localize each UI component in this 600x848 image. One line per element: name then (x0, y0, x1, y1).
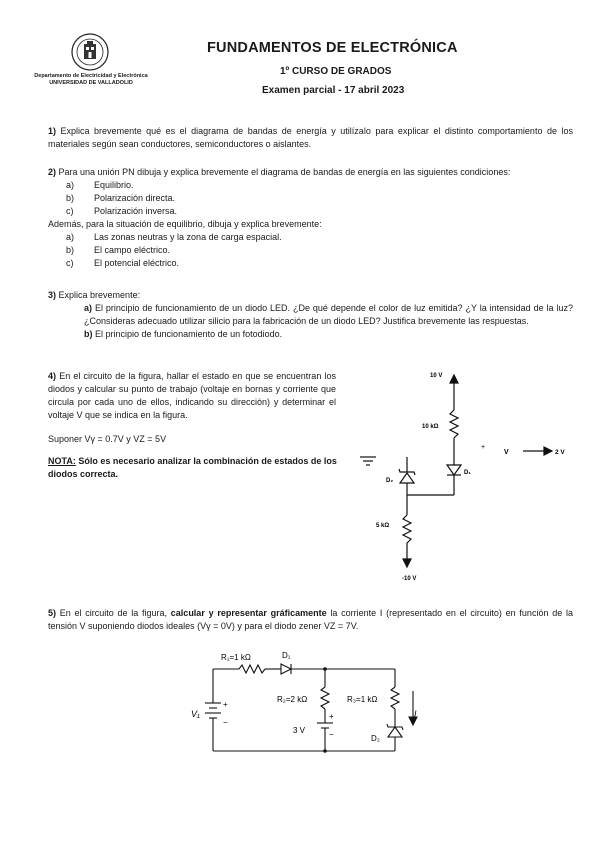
question-2-intro: Para una unión PN dibuja y explica brevemente el diagrama de bandas de energía en las siguientes condiciones: (58, 167, 511, 177)
circuit4-r-top: 10 kΩ (422, 424, 439, 430)
list-item: b) El campo eléctrico. (66, 245, 171, 255)
circuit4-d1: D₁ (464, 470, 471, 476)
question-1-text: Explica brevemente qué es el diagrama de bandas de energía y utilízalo para explicar el distinto comportamiento de los materiales según sean conductores, semiconductores o aislantes. (48, 126, 573, 149)
circuit5-r3: R₃=1 kΩ (347, 695, 378, 704)
list-item: a) Las zonas neutras y la zona de carga espacial. (66, 232, 282, 242)
circuit4-v-top: 10 V (430, 373, 443, 379)
circuit5-v1: V₁ (191, 709, 200, 719)
circuit5-minus-3v: − (329, 730, 334, 739)
question-3-intro: Explica brevemente: (58, 290, 141, 300)
question-4 (48, 370, 336, 422)
question-1 (48, 125, 573, 151)
circuit-figure-4 (350, 365, 580, 590)
question-4-number: 4) (48, 371, 57, 381)
question-2-intro2: Además, para la situación de equilibrio, dibuja y explica brevemente: (48, 219, 322, 229)
list-item: c) Polarización inversa. (66, 206, 178, 216)
question-2-number: 2) (48, 167, 57, 177)
list-item: a) Equilibrio. (66, 180, 134, 190)
exam-label: Examen parcial - 17 abril 2023 (262, 85, 405, 96)
university-label: UNIVERSIDAD DE VALLADOLID (49, 80, 133, 86)
circuit5-current: I (414, 709, 417, 719)
department-label: Departamento de Electricidad y Electrónica (34, 73, 148, 79)
circuit5-d2: D₂ (371, 734, 380, 743)
page-title: FUNDAMENTOS DE ELECTRÓNICA (207, 40, 458, 56)
question-3-part-b: b) El principio de funcionamiento de un fotodiodo. (84, 329, 283, 339)
circuit5-plus-v1: + (223, 700, 228, 709)
circuit4-v-out: 2 V (555, 449, 565, 456)
list-item: c) El potencial eléctrico. (66, 258, 180, 268)
question-3-number: 3) (48, 290, 57, 300)
question-5: 5) En el circuito de la figura, calcular y representar gráficamente la corriente I (representado en el circuito) en función de la tensión V suponiendo diodos ideales (Vγ = 0V) y para el diodo zener VZ = 7V. (48, 608, 573, 631)
university-seal-icon (64, 32, 116, 72)
question-2 (48, 166, 573, 270)
circuit4-v-bot: -10 V (402, 576, 417, 582)
junction-dot (323, 749, 327, 753)
question-3 (48, 289, 573, 341)
circuit5-v3: 3 V (293, 726, 306, 735)
circuit5-plus-3v: + (329, 712, 334, 721)
list-item: b) Polarización directa. (66, 193, 176, 203)
question-4-assumption: Suponer Vγ = 0.7V y VZ = 5V (48, 434, 167, 444)
department-name (28, 73, 154, 87)
circuit4-v-label: V (504, 449, 509, 456)
question-3-part-a: a) El principio de funcionamiento de un diodo LED. ¿De qué depende el color de luz emitida? ¿Y la intensidad de la luz? ¿Consideras adecuado utilizar silicio para la fabricación de un diodo LED? Justifica brevemente las respuestas. (84, 303, 573, 326)
circuit5-r2: R₂=2 kΩ (277, 695, 308, 704)
circuit5-r1: R₁=1 kΩ (221, 653, 251, 662)
circuit-figure-5 (185, 645, 425, 760)
question-4-note: NOTA: Sólo es necesario analizar la combinación de estados de los diodos correcta. (48, 456, 337, 479)
circuit4-plus: + (481, 444, 486, 451)
university-logo (64, 32, 116, 77)
question-5-number: 5) (48, 608, 57, 618)
question-4-text: En el circuito de la figura, hallar el estado en que se encuentran los diodos y calcular su punto de trabajo (voltaje en bornas y corriente que circula por cada uno de ellos, indicando su dirección) y determinar el voltaje V que se indica en la figura. (48, 371, 336, 420)
circuit4-d2: D₂ (386, 478, 393, 484)
circuit5-d1: D₁ (282, 651, 291, 660)
circuit5-minus-v1: − (223, 718, 228, 727)
course-label: 1º CURSO DE GRADOS (280, 66, 392, 77)
question-1-number: 1) (48, 126, 57, 136)
circuit4-r-bot: 5 kΩ (376, 523, 390, 529)
junction-dot (323, 667, 327, 671)
